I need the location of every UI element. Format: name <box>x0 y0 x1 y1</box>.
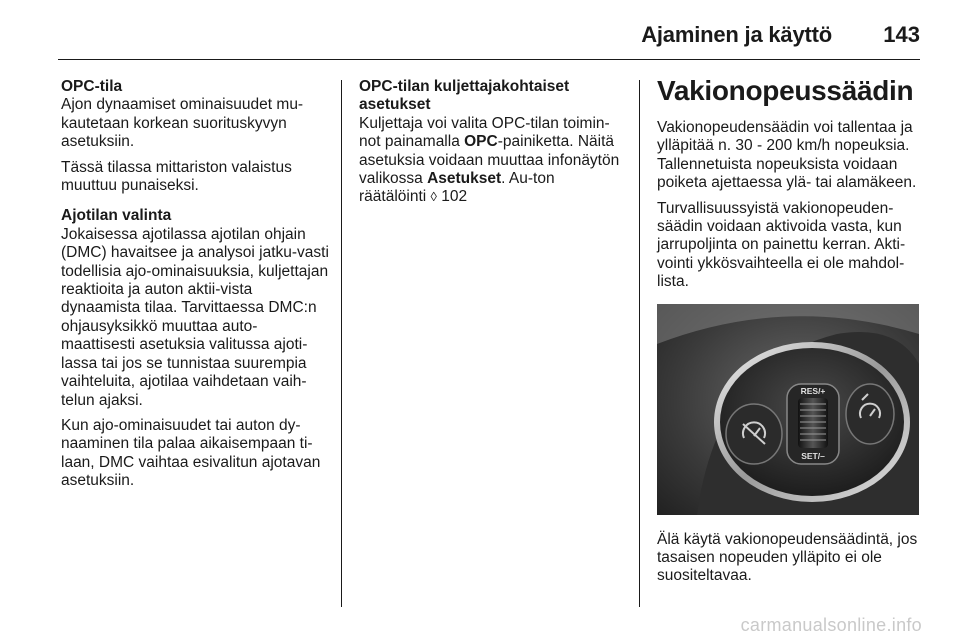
watermark: carmanualsonline.info <box>740 615 922 635</box>
res-label: RES/+ <box>800 385 826 396</box>
heading-opc-mode: OPC-tila <box>61 78 123 95</box>
heading-opc-driver-settings: OPC-tilan kuljettajakohtaiset asetukset <box>359 78 570 114</box>
page-reference[interactable]: 102 <box>436 188 468 206</box>
paragraph-cruise-safety: Turvallisuussyistä vakionopeuden-säädin voidaan aktivoida vasta, kun jarrupoljinta on painettu kerran. Akti-vointi ykkösvaihteella ei ole mahdol-lista. <box>657 199 906 291</box>
paragraph-cruise-speeds: Vakionopeudensäädin voi tallentaa ja ylläpitää n. 30 - 200 km/h nopeuksia. Tallennetuista nopeuksista voidaan poiketa ajettaessa ylä- tai alamäkeen. <box>657 119 917 192</box>
column-opc-settings <box>359 78 624 214</box>
set-label: SET/– <box>801 450 825 461</box>
steering-wheel-controls-photo <box>657 304 919 515</box>
chapter-title: Ajaminen ja käyttö <box>641 22 832 47</box>
page-number: 143 <box>883 22 920 47</box>
page-reference-icon: ◊ <box>430 189 437 205</box>
paragraph-instrument-lighting: Tässä tilassa mittariston valaistus muuttuu punaiseksi. <box>61 158 292 195</box>
settings-menu-name: Asetukset <box>427 170 502 188</box>
paragraph-cruise-warning: Älä käytä vakionopeudensäädintä, jos tasaisen nopeuden ylläpito ei ole suositeltavaa. <box>657 530 918 585</box>
section-title: Vakionopeussäädin <box>657 75 914 106</box>
paragraph-dmc: Jokaisessa ajotilassa ajotilan ohjain (DMC) havaitsee ja analysoi jatku-vasti todellisia ajo-ominaisuuksia, kuljettajan reaktioita ja auton aktii-vista dynaamista tilaa. Tarvittaessa DMC:n ohjausyksikkö muuttaa auto-maattisesti asetuksia valitussa ajoti-lassa tai jos se tunnistaa suurempia vaihteluita, ajotilaa vaihdetaan vaih-telun ajaksi. <box>61 225 329 409</box>
header-divider <box>58 59 920 60</box>
heading-drive-mode-selection: Ajotilan valinta <box>61 207 172 225</box>
paragraph-opc-settings: Kuljettaja voi valita OPC-tilan toimin-not painamalla OPC-painiketta. Näitä asetuksia voidaan muuttaa infonäytön valikossa Asetukset. Au-ton räätälöinti ◊ 102 <box>359 114 620 206</box>
paragraph-opc-mode: Ajon dynaamiset ominaisuudet mu-kautetaan korkean suorituskyvyn asetuksiin. <box>61 96 304 151</box>
column-divider-2 <box>639 80 640 607</box>
opc-button-name: OPC <box>464 133 498 151</box>
column-cruise-control <box>657 75 925 593</box>
paragraph-dmc-return: Kun ajo-ominaisuudet tai auton dy-naaminen tila palaa aikaisempaan ti-laan, DMC vaihtaa esivalitun ajotavan asetuksiin. <box>61 416 321 490</box>
column-divider-1 <box>341 80 342 607</box>
page-header <box>58 16 920 58</box>
column-opc-mode <box>61 78 331 498</box>
